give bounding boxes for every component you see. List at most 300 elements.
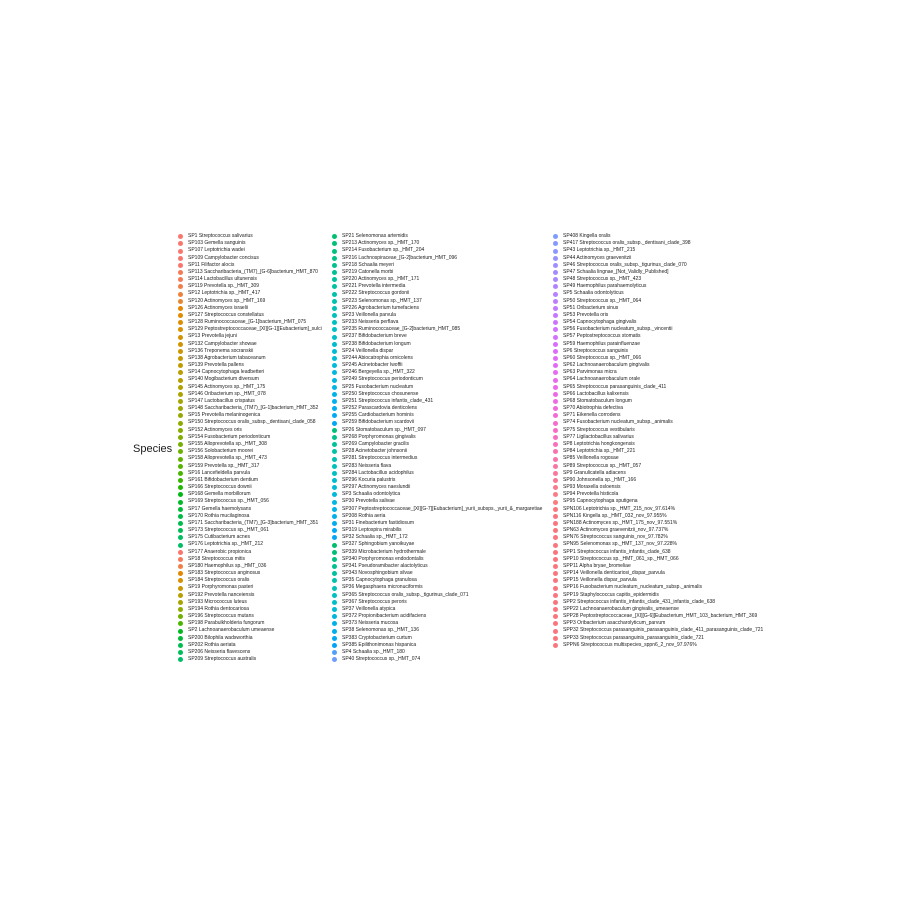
legend-key-dot	[178, 629, 183, 634]
legend-label: SP192 Prevotella nanceiensis	[188, 591, 255, 598]
legend-label: SP408 Kingella oralis	[563, 233, 611, 239]
legend-label: SP103 Gemella sanguinis	[188, 240, 246, 247]
legend-key-dot	[178, 428, 183, 433]
legend-key-dot	[332, 557, 337, 562]
legend-label: SP127 Streptococcus constellatus	[188, 311, 264, 318]
legend-key-dot	[332, 428, 337, 433]
legend-key-dot	[178, 241, 183, 246]
legend-label: SP16 Lancefieldella parvula	[188, 469, 250, 476]
legend-label: SP155 Alloprevotella sp._HMT_308	[188, 440, 267, 447]
legend-key-dot	[332, 385, 337, 390]
legend-key-dot	[178, 356, 183, 361]
legend-key-dot	[178, 528, 183, 533]
legend-key-dot	[553, 399, 558, 404]
legend-label: SP213 Actinomyces sp._HMT_170	[342, 240, 420, 247]
legend-key-dot	[332, 327, 337, 332]
legend-key-dot	[332, 356, 337, 361]
legend-key-dot	[178, 306, 183, 311]
legend-key-dot	[178, 292, 183, 297]
legend-label: SP119 Prevotella sp._HMT_309	[188, 283, 260, 290]
legend-key-dot	[332, 241, 337, 246]
legend-key-dot	[332, 657, 337, 662]
legend-label: SP107 Leptotrichia wadei	[188, 247, 245, 254]
legend-label: SP169 Streptococcus sp._HMT_056	[188, 498, 269, 505]
legend-key-dot	[332, 564, 337, 569]
legend-key-dot	[332, 263, 337, 268]
legend-key-dot	[553, 435, 558, 440]
legend-key-dot	[553, 535, 558, 540]
legend-key-dot	[553, 449, 558, 454]
legend-key-dot	[332, 485, 337, 490]
legend-key-dot	[332, 600, 337, 605]
legend-key-dot	[178, 406, 183, 411]
legend-label: SP62 Lachnoanaerobaculum gingivalis	[563, 362, 650, 369]
legend-label: SPP1 Streptococcus infantis_infantis_clade_638	[563, 548, 671, 555]
legend-label: SP180 Haemophilus sp._HMT_036	[188, 562, 267, 569]
legend-key-dot	[553, 363, 558, 368]
legend-key-dot	[332, 249, 337, 254]
legend-key-dot	[332, 320, 337, 325]
legend-label: SPN95 Selenomonas sp._HMT_137_nov_97.228%	[563, 541, 677, 548]
legend-key-dot	[553, 320, 558, 325]
legend-key-dot	[553, 600, 558, 605]
legend-label: SP308 Rothia aeria	[342, 512, 386, 519]
legend-key-dot	[332, 492, 337, 497]
legend-key-dot	[178, 557, 183, 562]
legend-label: SP1 Streptococcus salivarius	[188, 233, 253, 239]
legend-key-dot	[553, 413, 558, 418]
legend-key-dot	[553, 442, 558, 447]
legend-label: SP176 Leptotrichia sp._HMT_212	[188, 541, 264, 548]
legend-key-dot	[553, 284, 558, 289]
legend-key-dot	[178, 593, 183, 598]
legend-key-dot	[553, 478, 558, 483]
legend-label: SP173 Streptococcus sp._HMT_061	[188, 527, 269, 534]
legend-label: SP196 Streptococcus mutans	[188, 613, 254, 620]
legend-label: SP44 Actinomyces graevenitzii	[563, 254, 632, 261]
legend-label: SPPN6 Streptococcus multispecies_sppn6_2_nov_97.976%	[563, 641, 697, 648]
legend-key-dot	[332, 392, 337, 397]
legend-label: SP24 Veillonella dispar	[342, 347, 394, 354]
legend-key-dot	[553, 485, 558, 490]
legend-label: SP222 Streptococcus gordonii	[342, 290, 410, 297]
legend-label: SP17 Gemella haemolysans	[188, 505, 252, 512]
legend-key-dot	[553, 629, 558, 634]
legend-key-dot	[178, 349, 183, 354]
legend-key-dot	[178, 650, 183, 655]
legend-key-dot	[178, 234, 183, 239]
legend-label: SP15 Prevotella melaninogenica	[188, 412, 261, 419]
legend-label: SP154 Fusobacterium periodonticum	[188, 433, 271, 440]
legend-key-dot	[553, 249, 558, 254]
legend-label: SP23 Veillonella parvula	[342, 311, 396, 318]
legend-key-dot	[178, 471, 183, 476]
legend-label: SPN76 Streptococcus sanguinis_nov_97.782%	[563, 534, 668, 541]
legend-key-dot	[178, 256, 183, 261]
legend-label: SP145 Actinomyces sp._HMT_175	[188, 383, 266, 390]
legend-label: SP158 Alloprevotella sp._HMT_473	[188, 455, 267, 462]
legend-label: SP183 Streptococcus anginosus	[188, 570, 261, 577]
legend-key-dot	[332, 406, 337, 411]
legend-key-dot	[178, 385, 183, 390]
legend-key-dot	[553, 356, 558, 361]
legend-label: SPP32 Streptococcus parasanguinis_parasanguinis_clade_411_parasanguinis_clade_721	[563, 627, 764, 634]
legend-label: SP77 Ligilactobacillus salivarius	[563, 433, 634, 440]
legend-label: SP146 Oribacterium sp._HMT_078	[188, 390, 266, 397]
legend-label: SPN63 Actinomyces graevenitzii_nov_97.737%	[563, 527, 669, 534]
legend-label: SP43 Leptotrichia sp._HMT_215	[563, 247, 636, 254]
legend-key-dot	[553, 521, 558, 526]
legend-key-dot	[553, 464, 558, 469]
legend-key-dot	[178, 299, 183, 304]
legend-key-dot	[553, 643, 558, 648]
legend-label: SP268 Porphyromonas gingivalis	[342, 433, 416, 440]
legend-key-dot	[553, 335, 558, 340]
legend-key-dot	[553, 428, 558, 433]
legend-key-dot	[178, 586, 183, 591]
legend-label: SPP2 Streptococcus infantis_infantis_clade_431_infantis_clade_638	[563, 598, 716, 605]
legend-label: SP93 Moraxella osloensis	[563, 484, 621, 491]
legend-label: SP175 Cutibacterium acnes	[188, 534, 250, 541]
legend-key-dot	[553, 306, 558, 311]
legend-label: SP89 Streptococcus sp._HMT_057	[563, 462, 642, 469]
legend-key-dot	[332, 306, 337, 311]
legend-key-dot	[332, 449, 337, 454]
legend-key-dot	[553, 263, 558, 268]
legend-label: SP343 Novosphingobium silvae	[342, 570, 413, 577]
legend-label: SP198 Parabulkholderia fungorum	[188, 620, 265, 627]
legend-label: SP327 Sphingobium yanoikuyae	[342, 541, 415, 548]
legend-key-dot	[332, 636, 337, 641]
legend-key-dot	[332, 421, 337, 426]
legend-key-dot	[332, 571, 337, 576]
legend-key-dot	[553, 292, 558, 297]
legend-label: SP65 Streptococcus parasanguinis_clade_411	[563, 383, 667, 390]
legend-key-dot	[553, 571, 558, 576]
legend-key-dot	[332, 650, 337, 655]
legend-label: SP171 Saccharibacteria_(TM7)_[G-3]bacterium_HMT_351	[188, 519, 319, 526]
legend-key-dot	[332, 270, 337, 275]
legend-key-dot	[332, 464, 337, 469]
legend-label: SP21 Selenomonas artemidis	[342, 233, 408, 239]
legend-label: SP216 Lachnospiraceae_[G-2]bacterium_HMT_096	[342, 254, 458, 261]
legend-key-dot	[332, 593, 337, 598]
legend-label: SP84 Leptotrichia sp._HMT_221	[563, 448, 636, 455]
legend-key-dot	[178, 535, 183, 540]
legend-label: SP18 Streptococcus mitis	[188, 555, 245, 562]
legend-key-dot	[178, 320, 183, 325]
legend-key-dot	[178, 378, 183, 383]
legend-key-dot	[553, 277, 558, 282]
legend-key-dot	[178, 335, 183, 340]
legend-label: SPP33 Streptococcus parasanguinis_parasanguinis_clade_721	[563, 634, 704, 641]
legend-label: SP373 Neisseria mucosa	[342, 620, 399, 627]
legend-label: SP11 Filifactor alocis	[188, 261, 235, 268]
legend-key-dot	[332, 399, 337, 404]
legend-label: SP319 Leptospira mirabilis	[342, 527, 402, 534]
legend-label: SP74 Fusobacterium nucleatum_subsp._animalis	[563, 419, 673, 426]
legend-label: SP238 Bifidobacterium longum	[342, 340, 411, 347]
legend-key-dot	[178, 578, 183, 583]
legend-key-dot	[553, 500, 558, 505]
legend-label: SP209 Streptococcus australis	[188, 656, 257, 663]
legend-label: SP138 Agrobacterium tabaceanum	[188, 354, 266, 361]
legend-key-dot	[553, 241, 558, 246]
legend-label: SP283 Neisseria flava	[342, 462, 392, 469]
legend-label: SPN188 Actinomyces sp._HMT_175_nov_97.551%	[563, 519, 678, 526]
legend-label: SP75 Streptococcus vestibularis	[563, 426, 635, 433]
legend-label: SP233 Neisseria perflava	[342, 319, 399, 326]
legend-label: SP132 Campylobacter showae	[188, 340, 257, 347]
legend-label: SP206 Neisseria flavescens	[188, 648, 251, 655]
legend-label: SP90 Johnsonella sp._HMT_166	[563, 476, 637, 483]
legend-label: SP202 Rothia aeriata	[188, 641, 236, 648]
legend-label: SP297 Actinomyces naeslundii	[342, 484, 411, 491]
legend-key-dot	[178, 435, 183, 440]
legend-label: SP64 Lachnoanaerobaculum orale	[563, 376, 640, 383]
legend-label: SP139 Prevotella pallens	[188, 362, 244, 369]
legend-key-dot	[332, 370, 337, 375]
legend-key-dot	[332, 521, 337, 526]
legend-key-dot	[553, 514, 558, 519]
legend-key-dot	[332, 413, 337, 418]
legend-label: SP339 Microbacterium hydrothermale	[342, 548, 426, 555]
legend-label: SP49 Haemophilus parahaemolyticus	[563, 283, 647, 290]
legend-label: SP148 Saccharibacteria_(TM7)_[G-1]bacterium_HMT_352	[188, 405, 319, 412]
legend-key-dot	[553, 492, 558, 497]
legend-key-dot	[178, 478, 183, 483]
legend-label: SPP14 Veillonella denticariosi_dispar_parvula	[563, 570, 665, 577]
legend-key-dot	[332, 342, 337, 347]
legend-label: SP28 Acinetobacter johnsonii	[342, 448, 408, 455]
legend-key-dot	[553, 507, 558, 512]
legend-label: SP194 Rothia dentocariosa	[188, 605, 249, 612]
legend-key-dot	[332, 256, 337, 261]
legend-key-dot	[178, 492, 183, 497]
legend-label: SP159 Prevotella sp._HMT_317	[188, 462, 260, 469]
legend-key-dot	[178, 521, 183, 526]
legend-key-dot	[178, 614, 183, 619]
legend-label: SPP19 Staphylococcus capitis_epidermidis	[563, 591, 659, 598]
legend-label: SP5 Schaalia odontolyticus	[563, 290, 624, 297]
legend-key-dot	[553, 593, 558, 598]
legend-key-dot	[553, 378, 558, 383]
legend-label: SP340 Porphyromonas endodontalis	[342, 555, 424, 562]
legend-label: SP259 Bifidobacterium scardovii	[342, 419, 414, 426]
legend-key-dot	[178, 392, 183, 397]
legend-key-dot	[332, 614, 337, 619]
legend-label: SP128 Ruminococcaceae_[G-1]bacterium_HMT_075	[188, 319, 307, 326]
legend-label: SPP15 Veillonella dispar_parvula	[563, 577, 637, 584]
legend-label: SP372 Propionibacterium acidifaciens	[342, 613, 427, 620]
legend-label: SPP16 Fusobacterium nucleatum_nucleatum_subsp._animalis	[563, 584, 702, 591]
legend-key-dot	[332, 535, 337, 540]
legend-key-dot	[553, 385, 558, 390]
legend-label: SP35 Capnocytophaga granulosa	[342, 577, 417, 584]
legend-label: SP255 Cardiobacterium hominis	[342, 412, 414, 419]
legend-label: SPN116 Kingella sp._HMT_032_nov_97.955%	[563, 512, 667, 519]
legend-key-dot	[178, 564, 183, 569]
legend-label: SP95 Capnocytophaga sputigena	[563, 498, 638, 505]
legend-label: SP136 Treponema socranskii	[188, 347, 254, 354]
legend-key-dot	[178, 643, 183, 648]
legend-label: SP14 Capnocytophaga leadbetteri	[188, 369, 265, 376]
legend-label: SP6 Streptococcus sanguinis	[563, 347, 629, 354]
legend-label: SP68 Stomatobaculum longum	[563, 397, 632, 404]
legend-key-dot	[553, 370, 558, 375]
legend-key-dot	[332, 607, 337, 612]
legend-label: SP94 Prevotella histicola	[563, 491, 619, 498]
legend-label: SP296 Kocuria palustris	[342, 476, 396, 483]
legend-label: SP37 Veillonella atypica	[342, 605, 396, 612]
legend-label: SP46 Streptococcus oralis_subsp._tigurinus_clade_070	[563, 261, 687, 268]
legend-key-dot	[178, 442, 183, 447]
legend-label: SP26 Stomatobaculum sp._HMT_097	[342, 426, 426, 433]
legend-label: SP63 Parvimonas micra	[563, 369, 617, 376]
legend-key-dot	[553, 557, 558, 562]
legend-key-dot	[332, 514, 337, 519]
legend-key-dot	[178, 571, 183, 576]
legend-label: SP147 Lactobacillus crispatus	[188, 397, 255, 404]
legend-label: SP31 Finebacterium fastidiosum	[342, 519, 414, 526]
legend-key-dot	[178, 313, 183, 318]
legend-key-dot	[178, 457, 183, 462]
legend-key-dot	[178, 399, 183, 404]
legend-label: SP9 Granulicatella adiacens	[563, 469, 626, 476]
legend-label: SP114 Lactobacillus ultunensis	[188, 276, 257, 283]
legend-key-dot	[178, 413, 183, 418]
legend-key-dot	[332, 471, 337, 476]
legend-label: SP66 Lactobacillus kalixensis	[563, 390, 629, 397]
legend-key-dot	[178, 600, 183, 605]
legend-key-dot	[332, 442, 337, 447]
legend-label: SP365 Streptococcus oralis_subsp._tigurinus_clade_071	[342, 591, 469, 598]
legend-label: SP250 Streptococcus chosunense	[342, 390, 419, 397]
legend-label: SP3 Schaalia odontolytica	[342, 491, 401, 498]
legend-key-dot	[553, 550, 558, 555]
legend-label: SP249 Streptococcus periodonticum	[342, 376, 423, 383]
legend-key-dot	[178, 342, 183, 347]
legend-key-dot	[332, 363, 337, 368]
legend-label: SP59 Haemophilus parainfluenzae	[563, 340, 640, 347]
legend-label: SP32 Schaalia sp._HMT_172	[342, 534, 408, 541]
legend-label: SP168 Gemella morbillorum	[188, 491, 251, 498]
legend-label: SP60 Streptococcus sp._HMT_066	[563, 354, 642, 361]
legend-key-dot	[332, 313, 337, 318]
legend-label: SP126 Actinomyces israelii	[188, 304, 249, 311]
legend-label: SP70 Abiotrophia defectiva	[563, 405, 624, 412]
legend-label: SP47 Schaalia lingnae_[Not_Validly_Published]	[563, 268, 669, 275]
legend-label: SPP11 Alpha bryae_bromeliae	[563, 562, 631, 569]
legend-label: SP367 Streptococcus peroris	[342, 598, 407, 605]
legend-label: SP56 Fusobacterium nucleatum_subsp._vincentii	[563, 326, 673, 333]
legend-key-dot	[553, 614, 558, 619]
legend-key-dot	[178, 621, 183, 626]
legend-key-dot	[332, 335, 337, 340]
legend-label: SP48 Streptococcus sp._HMT_423	[563, 276, 642, 283]
legend-label: SP156 Solobacterium moorei	[188, 448, 254, 455]
legend-label: SP150 Streptococcus oralis_subsp._dentisani_clade_058	[188, 419, 316, 426]
legend-label: SP8 Leptotrichia hongkongensis	[563, 440, 635, 447]
legend-key-dot	[332, 507, 337, 512]
legend-key-dot	[553, 313, 558, 318]
legend-key-dot	[332, 478, 337, 483]
legend-key-dot	[178, 284, 183, 289]
legend-key-dot	[332, 457, 337, 462]
legend-label: SP284 Lactobacillus acidophilus	[342, 469, 414, 476]
legend-label: SP51 Oribacterium sinus	[563, 304, 619, 311]
legend-label: SP218 Schaalia meyeri	[342, 261, 394, 268]
legend-key-dot	[332, 629, 337, 634]
legend-label: SP383 Cryptobacterium curtum	[342, 634, 412, 641]
legend-label: SP184 Streptococcus oralis	[188, 577, 250, 584]
legend-key-dot	[178, 500, 183, 505]
legend-key-dot	[178, 464, 183, 469]
legend-key-dot	[178, 449, 183, 454]
legend-key-dot	[553, 349, 558, 354]
legend-label: SP219 Catonella morbi	[342, 268, 394, 275]
legend-label: SP50 Streptococcus sp._HMT_064	[563, 297, 642, 304]
legend-label: SP120 Actinomyces sp._HMT_169	[188, 297, 266, 304]
legend-label: SP161 Bifidobacterium dentium	[188, 476, 259, 483]
legend-key-dot	[332, 292, 337, 297]
legend-key-dot	[332, 299, 337, 304]
legend-label: SP152 Actinomyces oris	[188, 426, 242, 433]
legend-label: SP193 Micrococcus luteus	[188, 598, 247, 605]
legend-key-dot	[178, 327, 183, 332]
legend-label: SP417 Streptococcus oralis_subsp._dentisani_clade_398	[563, 240, 691, 247]
legend-key-dot	[553, 299, 558, 304]
legend-label: SPP3 Oribacterium asaccharolyticum_parvum	[563, 620, 666, 627]
legend-label: SP281 Streptococcus intermedius	[342, 455, 418, 462]
legend-label: SP140 Mogibacterium diversum	[188, 376, 259, 383]
legend-label: SP40 Streptococcus sp._HMT_074	[342, 656, 421, 663]
legend-label: SP38 Selenomonas sp._HMT_136	[342, 627, 419, 634]
legend-label: SP269 Campylobacter gracilis	[342, 440, 409, 447]
legend-label: SP170 Rothia mucilaginosa	[188, 512, 250, 519]
legend-key-dot	[178, 507, 183, 512]
legend-label: SP252 Parascardovia denticolens	[342, 405, 418, 412]
legend-label: SP200 Bilophila wadsworthia	[188, 634, 253, 641]
legend-label: SP223 Selenomonas sp._HMT_137	[342, 297, 422, 304]
legend-key-dot	[553, 256, 558, 261]
legend-label: SP113 Saccharibacteria_(TM7)_[G-6]bacterium_HMT_870	[188, 268, 318, 275]
legend-key-dot	[332, 586, 337, 591]
legend-label: SP85 Veillonella rogosae	[563, 455, 619, 462]
legend-label: SP25 Fusobacterium nucleatum	[342, 383, 414, 390]
legend-key-dot	[178, 421, 183, 426]
legend-label: SP54 Capnocytophaga gingivalis	[563, 319, 637, 326]
legend-key-dot	[332, 284, 337, 289]
legend-label: SP166 Streptococcus downii	[188, 484, 252, 491]
legend-key-dot	[553, 636, 558, 641]
legend-label: SP4 Schaalia sp._HMT_180	[342, 648, 405, 655]
legend-title: Species	[133, 443, 173, 455]
legend-label: SP244 Abiocatrophia ornicolens	[342, 354, 413, 361]
legend-label: SP235 Ruminococcaceae_[G-2]bacterium_HMT_085	[342, 326, 461, 333]
legend-key-dot	[178, 657, 183, 662]
legend-label: SPN106 Leptotrichia sp._HMT_215_nov_97.614%	[563, 505, 676, 512]
legend-label: SP19 Porphyromonas pasteri	[188, 584, 254, 591]
legend-key-dot	[178, 550, 183, 555]
legend-key-dot	[553, 564, 558, 569]
legend-label: SP57 Peptostreptococcus stomatis	[563, 333, 641, 340]
legend-key-dot	[553, 578, 558, 583]
legend-key-dot	[332, 643, 337, 648]
legend-key-dot	[553, 327, 558, 332]
legend-label: SP177 Anaerobic propionica	[188, 548, 252, 555]
legend-label: SP12 Leptotrichia sp._HMT_417	[188, 290, 261, 297]
